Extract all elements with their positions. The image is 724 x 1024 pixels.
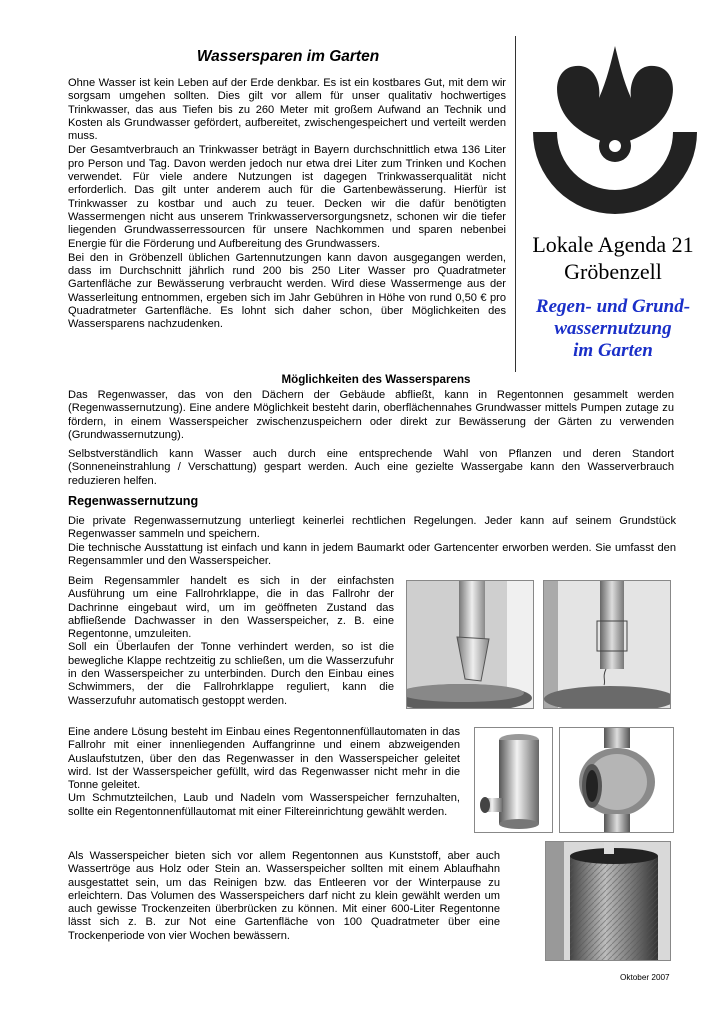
paragraph: Ohne Wasser ist kein Leben auf der Erde denkbar. Es ist ein kostbares Gut, mit dem wir sorgsam umgehen sollten. Dies gilt vor allem für unser qualitativ hochwertiges Trinkwasser, das aus Tiefen bis zu 260 Meter mit großem Aufwand an Technik und Kosten als Grundwasser gefördert, aufbereitet, zwischengespeichert und verteilt werden muss. bbox=[68, 77, 506, 143]
intro-text bbox=[68, 77, 506, 333]
photo-rain-barrel bbox=[545, 841, 671, 961]
paragraph: Die private Regenwassernutzung unterliegt keinerlei rechtlichen Regelungen. Jeder kann auf seinem Grundstück Regenwasser sammeln und speichern. bbox=[68, 515, 676, 541]
paragraph: Bei den in Gröbenzell üblichen Gartennutzungen kann davon ausgegangen werden, dass im Durchschnitt jährlich rund 200 bis 250 Liter Wasser pro Quadratmeter Gartenfläche zur Bewässerung verbraucht werden. Wird diese Wassermenge aus der Wasserleitung entnommen, ergeben sich im Jahr Gebühren in Höhe von rund 0,50 € pro Quadratmeter Gartenfläche. Es lohnt sich daher schon, über Möglichkeiten des Wassersparens nachzudenken. bbox=[68, 251, 506, 331]
paragraph: Beim Regensammler handelt es sich in der einfachsten Ausführung um eine Fallrohrklappe, die in das Fallrohr der Dachrinne eingebaut wird, um im geöffneten Zustand das abfließende Dachwasser in den Wasserspeicher, z. B. eine Regentonne, umzuleiten. bbox=[68, 575, 394, 641]
paragraph: Der Gesamtverbrauch an Trinkwasser beträgt in Bayern durchschnittlich etwa 136 Liter pro Person und Tag. Davon werden jedoch nur etwa drei Liter zum Trinken und Kochen verwendet. Für viele andere Nutzungen ist dagegen Trinkwasserqualität nicht erforderlich. Das gilt unter anderem auch für die Gartenbewässerung. Hierfür ist Trinkwasser zu kostbar und auch zu teuer. Decken wir die dafür benötigten Wassermengen nicht aus unserem Trinkwasserversorgungsnetz, schonen wir die tiefer liegenden Grundwasserressourcen für unsere Nachkommen und sparen nebenbei Energie für die Förderung und Aufbereitung des Grundwassers. bbox=[68, 144, 506, 250]
divider bbox=[515, 36, 516, 372]
paragraph: Die technische Ausstattung ist einfach und kann in jedem Baumarkt oder Gartencenter erworben werden. Sie umfasst den Regensammler und den Wasserspeicher. bbox=[68, 541, 676, 567]
subtitle-line: wassernutzung bbox=[554, 318, 672, 339]
page-title: Wassersparen im Garten bbox=[196, 48, 380, 65]
agenda-heading bbox=[518, 231, 708, 285]
photo-rain-barrel-filler bbox=[474, 727, 553, 833]
paragraph: Soll ein Überlaufen der Tonne verhindert werden, so ist die bewegliche Klappe rechtzeitig zu schließen, um die Wasserzufuhr in den Wasserspeicher zu unterbinden. Durch den Einbau eines Schwimmers, der die Fallrohrklappe reguliert, kann die Wasserzufuhr automatisch gestoppt werden. bbox=[68, 641, 394, 707]
agenda-21-logo bbox=[527, 36, 703, 214]
paragraph: Selbstverständlich kann Wasser auch durch eine entsprechende Wahl von Pflanzen und deren Standort (Sonneneinstrahlung / Verschattung) gespart werden. Auch eine gezielte Wassergabe kann den Wasserverbrauch reduzieren helfen. bbox=[68, 448, 674, 487]
agenda-line: Gröbenzell bbox=[564, 259, 662, 284]
text-block bbox=[68, 850, 500, 943]
text-block bbox=[68, 726, 460, 819]
section-text bbox=[68, 389, 674, 494]
paragraph: Das Regenwasser, das von den Dächern der Gebäude abfließt, kann in Regentonnen gesammelt werden (Regenwassernutzung). Eine andere Möglichkeit besteht darin, oberflächennahes Grundwasser mittels Pumpen zutage zu fördern, in einem Wasserspeicher zwischenzuspeichern oder direkt zur Bewässerung der Gärten zu verwenden (Grundwassernutzung). bbox=[68, 389, 674, 441]
paragraph: Eine andere Lösung besteht im Einbau eines Regentonnenfüllautomaten in das Fallrohr mit einer innenliegenden Auffangrinne und einem abzweigenden Auslaufstutzen, über den das Regenwasser in den Wasserspeicher geleitet wird. Ist der Wasserspeicher gefüllt, wird das Regenwasser nicht mehr in die Tonne geleitet. bbox=[68, 726, 460, 792]
photo-filter-unit bbox=[559, 727, 674, 833]
topic-subtitle bbox=[520, 296, 706, 362]
footer-date: Oktober 2007 bbox=[620, 973, 670, 982]
text-block bbox=[68, 575, 394, 708]
section-heading: Möglichkeiten des Wassersparens bbox=[281, 373, 471, 386]
paragraph: Als Wasserspeicher bieten sich vor allem Regentonnen aus Kunststoff, aber auch Wassertröge aus Holz oder Stein an. Wasserspeicher sollten mit einem Ablaufhahn ausgestattet sein, um das Reinigen bzw. das Entleeren vor der Winterpause zu erleichtern. Das Volumen des Wasserspeichers darf nicht zu klein gewählt werden um auch gewisse Trockenzeiten überbrücken zu können. Mit einer 600-Liter Regentonne lässt sich z. B. zur Not eine Gartenfläche von 100 Quadratmeter über eine Trockenperiode von vier Wochen bewässern. bbox=[68, 850, 500, 942]
subheading: Regenwassernutzung bbox=[68, 494, 199, 508]
photo-downpipe-flap-open bbox=[406, 580, 534, 709]
paragraph: Um Schmutzteilchen, Laub und Nadeln vom Wasserspeicher fernzuhalten, sollte ein Regentonnenfüllautomat mit einer Filtereinrichtung gewählt werden. bbox=[68, 792, 460, 818]
subtitle-line: im Garten bbox=[573, 340, 653, 361]
subtitle-line: Regen- und Grund- bbox=[535, 296, 691, 317]
section-text bbox=[68, 515, 676, 568]
agenda-line: Lokale Agenda 21 bbox=[532, 232, 694, 257]
photo-downpipe-flap-closed bbox=[543, 580, 671, 709]
